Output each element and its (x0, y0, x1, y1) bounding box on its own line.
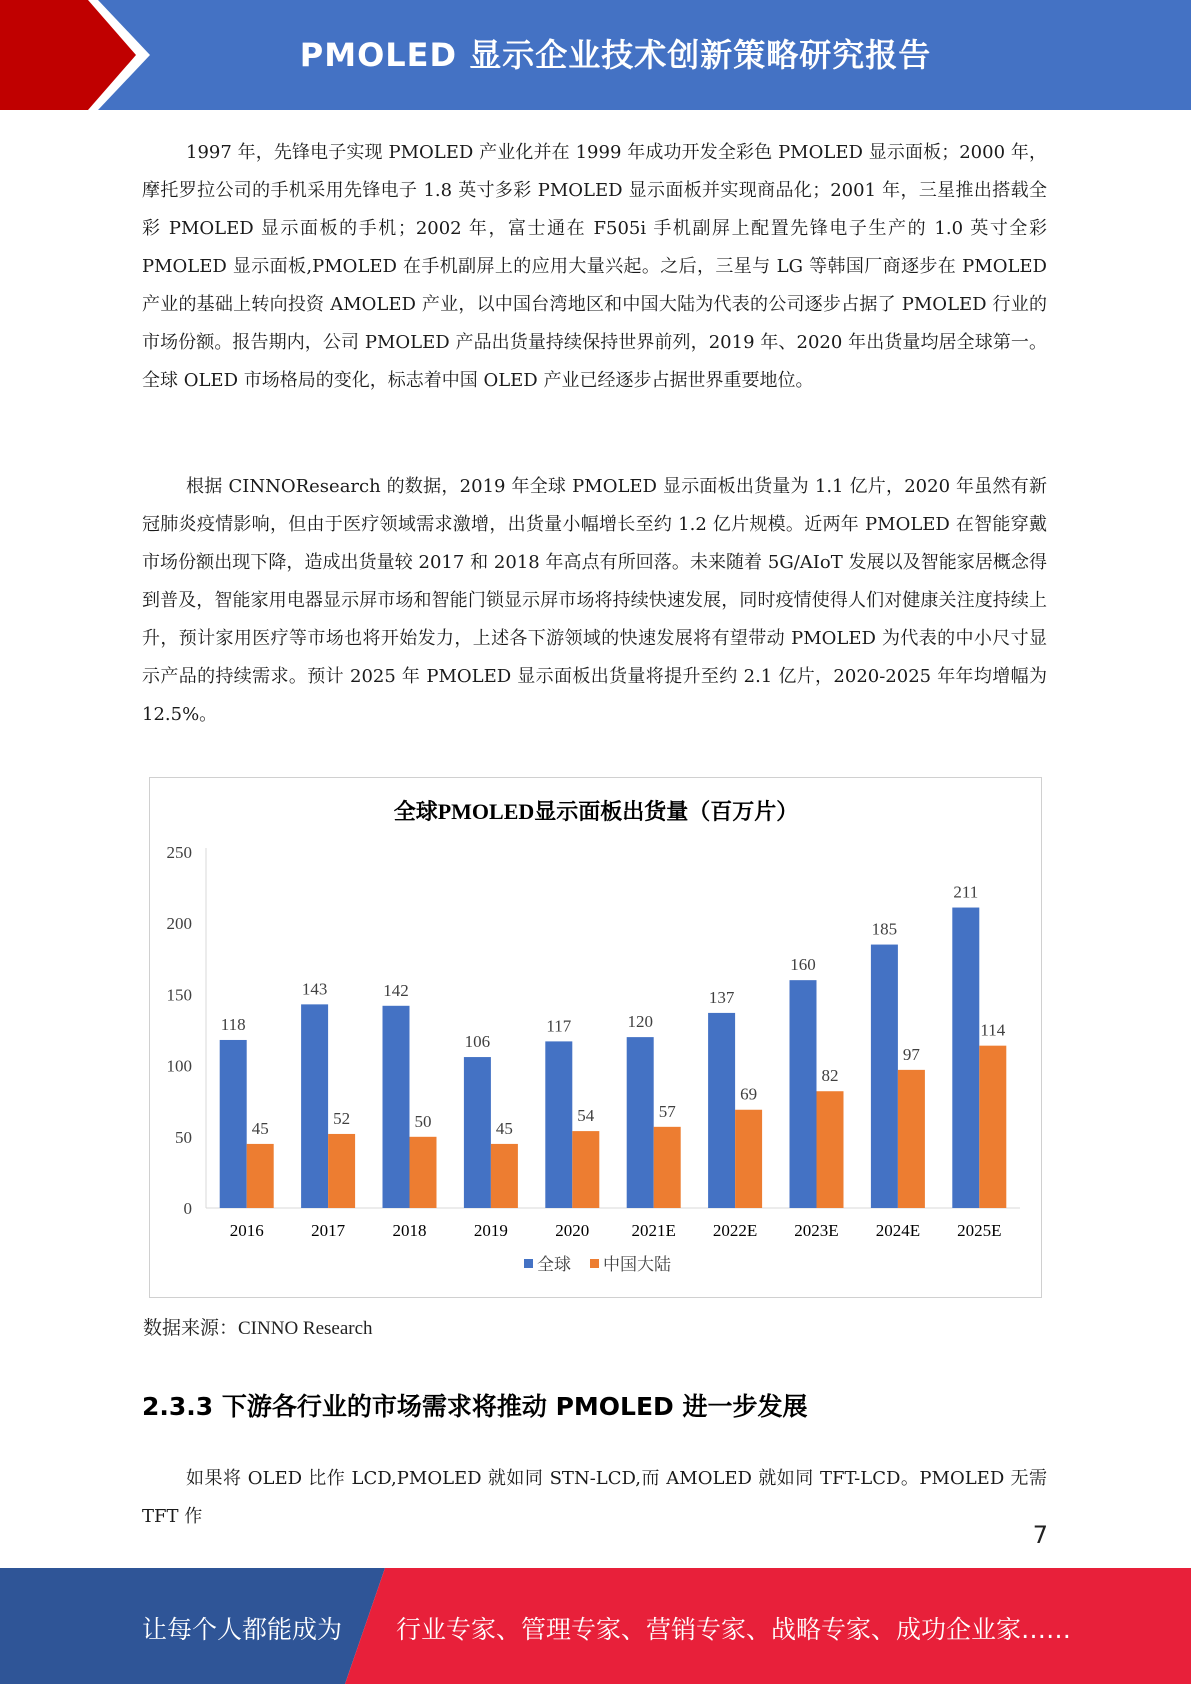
bar-china (491, 1144, 518, 1208)
bar-china (817, 1091, 844, 1208)
data-label: 120 (627, 1012, 653, 1032)
section-heading: 2.3.3 下游各行业的市场需求将推动 PMOLED 进一步发展 (142, 1392, 808, 1421)
y-tick-label: 250 (166, 843, 192, 862)
header-title: PMOLED 显示企业技术创新策略研究报告 (299, 36, 932, 74)
bar-china (898, 1070, 925, 1208)
bar-global (952, 908, 979, 1208)
footer-slogan-left: 让每个人都能成为 (142, 1615, 343, 1644)
bar-china (410, 1137, 437, 1208)
data-source-note: 数据来源：CINNO Research (143, 1318, 373, 1339)
x-tick-label: 2025E (957, 1221, 1002, 1240)
x-tick-label: 2021E (631, 1221, 676, 1240)
legend-swatch-global (524, 1259, 533, 1268)
shipment-chart-svg (150, 778, 1043, 1299)
data-label: 97 (902, 1044, 920, 1064)
data-label: 160 (790, 955, 816, 975)
data-label: 69 (740, 1084, 758, 1104)
x-tick-label: 2019 (473, 1221, 508, 1240)
bar-china (735, 1110, 762, 1208)
data-label: 118 (220, 1014, 246, 1034)
legend-swatch-china (590, 1259, 599, 1268)
bar-global (464, 1057, 491, 1208)
x-tick-label: 2023E (794, 1221, 839, 1240)
data-label: 142 (383, 980, 409, 1000)
shipment-chart (149, 777, 1042, 1298)
page-header (0, 0, 1191, 110)
x-tick-label: 2022E (712, 1221, 758, 1240)
bar-china (654, 1127, 681, 1208)
bar-china (979, 1046, 1006, 1208)
bar-global (790, 980, 817, 1208)
x-tick-label: 2024E (875, 1221, 921, 1240)
data-label: 45 (251, 1118, 269, 1138)
bar-china (328, 1134, 355, 1208)
legend-label-global: 全球 (537, 1255, 571, 1275)
bar-global (708, 1013, 735, 1208)
footer-slogan-right: 行业专家、管理专家、营销专家、战略专家、成功企业家…… (396, 1615, 1072, 1644)
x-tick-label: 2016 (229, 1221, 264, 1240)
data-label: 143 (301, 979, 328, 999)
page-footer (0, 1568, 1191, 1684)
bar-global (871, 945, 898, 1208)
bar-global (383, 1006, 410, 1208)
paragraph-history: 1997 年，先锋电子实现 PMOLED 产业化并在 1999 年成功开发全彩色 PMOLED 显示面板；2000 年，摩托罗拉公司的手机采用先锋电子 1.8 英寸多彩 PMOLED 显示面板并实现商品化；2001 年，三星推出搭载全彩 PMOLED 显示面板的手机；2002 年，富士通在 F505i 手机副屏上配置先锋电子生产的 1.0 英寸全彩 PMOLED 显示面板,PMOLED 在手机副屏上的应用大量兴起。之后，三星与 LG 等韩国厂商逐步在 PMOLED 产业的基础上转向投资 AMOLED 产业，以中国台湾地区和中国大陆为代表的公司逐步占据了 PMOLED 行业的市场份额。报告期内，公司 PMOLED 产品出货量持续保持世界前列，2019 年、2020 年出货量均居全球第一。全球 OLED 市场格局的变化，标志着中国 OLED 产业已经逐步占据世界重要地位。 (142, 142, 1047, 391)
y-tick-label: 100 (166, 1056, 192, 1076)
y-tick-label: 0 (183, 1199, 192, 1218)
bar-global (627, 1037, 654, 1208)
chart-title: 全球PMOLED显示面板出货量（百万片） (393, 799, 799, 824)
bar-global (301, 1004, 328, 1208)
paragraph-market: 根据 CINNOResearch 的数据，2019 年全球 PMOLED 显示面板出货量为 1.1 亿片，2020 年虽然有新冠肺炎疫情影响，但由于医疗领域需求激增，出货量小幅增长至约 1.2 亿片规模。近两年 PMOLED 在智能穿戴市场份额出现下降，造成出货量较 2017 和 2018 年高点有所回落。未来随着 5G/AIoT 发展以及智能家居概念得到普及，智能家用电器显示屏市场和智能门锁显示屏市场将持续快速发展，同时疫情使得人们对健康关注度持续上升，预计家用医疗等市场也将开始发力，上述各下游领域的快速发展将有望带动 PMOLED 为代表的中小尺寸显示产品的持续需求。预计 2025 年 PMOLED 显示面板出货量将提升至约 2.1 亿片，2020-2025 年年均增幅为 12.5%。 (142, 476, 1047, 725)
data-label: 211 (953, 882, 979, 902)
data-label: 82 (821, 1066, 839, 1086)
data-label: 185 (871, 919, 898, 939)
data-label: 137 (708, 987, 735, 1007)
bar-china (247, 1144, 274, 1208)
data-label: 52 (333, 1108, 351, 1128)
page-number: 7 (1032, 1521, 1048, 1549)
bar-global (545, 1041, 572, 1208)
x-tick-label: 2017 (311, 1221, 346, 1240)
y-tick-label: 50 (175, 1127, 192, 1147)
data-label: 117 (546, 1016, 572, 1036)
x-tick-label: 2020 (555, 1221, 590, 1240)
data-label: 57 (658, 1101, 676, 1121)
data-label: 45 (495, 1118, 513, 1138)
bar-global (220, 1040, 247, 1208)
y-tick-label: 200 (166, 914, 192, 934)
x-tick-label: 2018 (392, 1221, 427, 1240)
data-label: 50 (414, 1111, 432, 1131)
y-tick-label: 150 (166, 985, 192, 1005)
legend-label-china: 中国大陆 (603, 1255, 671, 1275)
data-label: 114 (980, 1020, 1006, 1040)
bar-china (572, 1131, 599, 1208)
data-label: 54 (577, 1106, 595, 1126)
paragraph-comparison: 如果将 OLED 比作 LCD,PMOLED 就如同 STN-LCD,而 AMOLED 就如同 TFT-LCD。PMOLED 无需 TFT 作 (142, 1468, 1047, 1527)
data-label: 106 (464, 1032, 491, 1052)
